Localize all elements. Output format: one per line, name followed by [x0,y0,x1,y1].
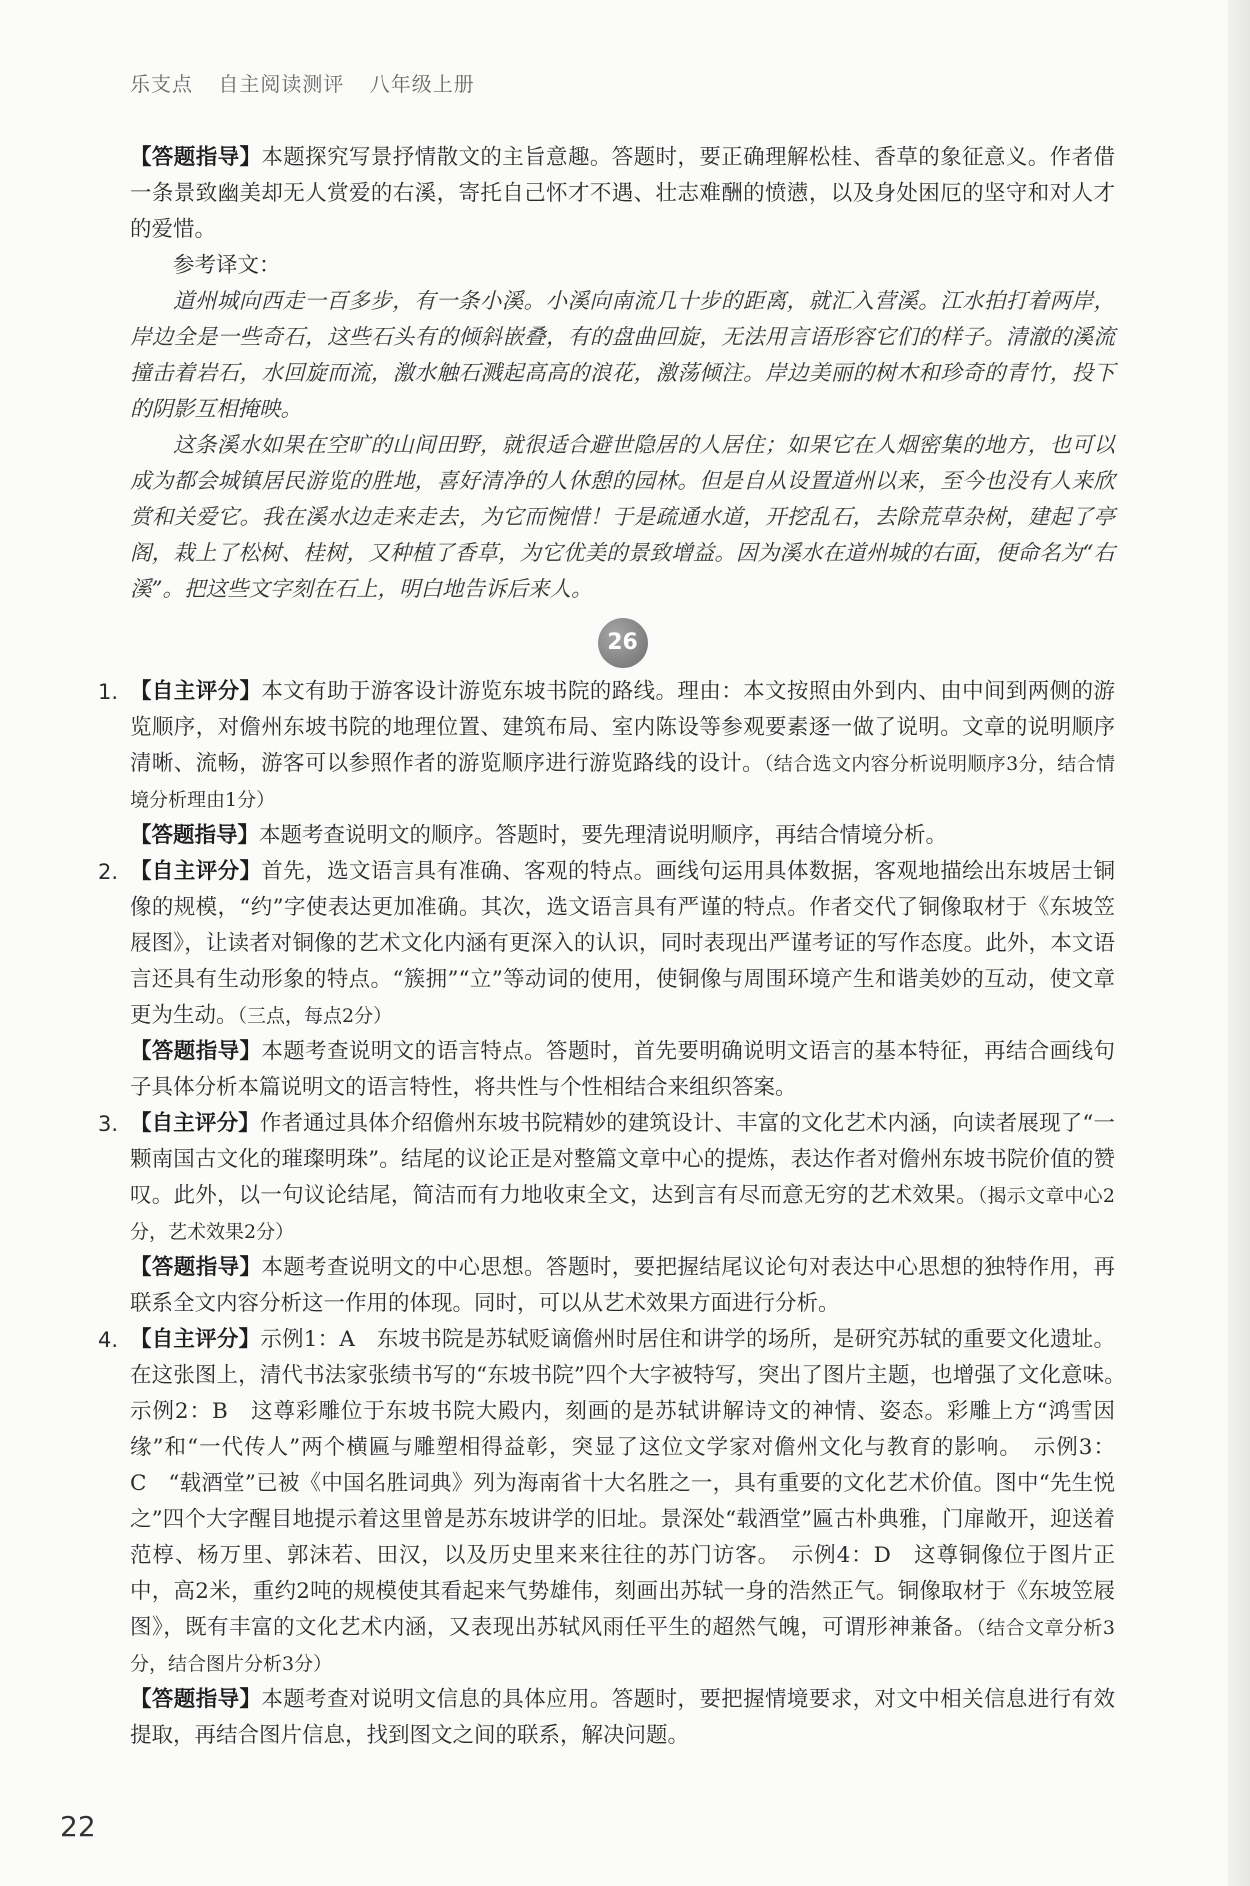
answer-item-4 [98,1322,1137,1754]
running-header [130,68,493,97]
translation-paragraph-1: 道州城向西走一百多步，有一条小溪。小溪向南流几十步的距离，就汇入营溪。江水拍打着两岸，岸边全是一些奇石，这些石头有的倾斜嵌叠，有的盘曲回旋，无法用言语形容它们的样子。清澈的溪流撞击着岩石，水回旋而流，激水触石溅起高高的浪花，激荡倾注。岸边美丽的树木和珍奇的青竹，投下的阴影互相掩映。 [130,289,1115,422]
score-text: 作者通过具体介绍儋州东坡书院精妙的建筑设计、丰富的文化艺术内涵，向读者展现了“一颗南国古文化的璀璨明珠”。结尾的议论正是对整篇文章中心的提炼，表达作者对儋州东坡书院价值的赞叹。此外，以一句议论结尾，简洁而有力地收束全文，达到言有尽而意无穷的艺术效果。 [130,1111,1115,1208]
section-badge: 26 [598,618,648,668]
guide-tag: 【答题指导】 [130,1255,262,1280]
score-note: （结合文章分析3分，结合图片分析3分） [130,1617,1115,1675]
score-text: 示例1：A 东坡书院是苏轼贬谪儋州时居住和讲学的场所，是研究苏轼的重要文化遗址。在这张图上，清代书法家张绩书写的“东坡书院”四个大字被特写，突出了图片主题，也增强了文化意味。 示例2：B 这尊彩雕位于东坡书院大殿内，刻画的是苏轼讲解诗文的神情、姿态。彩雕上方“鸿雪因缘”和“一代传人”两个横匾与雕塑相得益彰，突显了这位文学家对儋州文化与教育的影响。 示例3：C “载酒堂”已被《中国名胜词典》列为海南省十大名胜之一，具有重要的文化艺术价值。图中“先生悦之”四个大字醒目地提示着这里曾是苏东坡讲学的旧址。景深处“载酒堂”匾古朴典雅，门扉敞开，迎送着范椁、杨万里、郭沫若、田汉，以及历史里来来往往的苏门访客。 示例4：D 这尊铜像位于图片正中，高2米，重约2吨的规模使其看起来气势雄伟，刻画出苏轼一身的浩然正气。铜像取材于《东坡笠屐图》，既有丰富的文化艺术内涵，又表现出苏轼风雨任平生的超然气魄，可谓形神兼备。 [130,1327,1137,1640]
header-book: 自主阅读测评 [218,72,345,96]
header-grade: 八年级上册 [369,72,475,96]
guide-tag: 【答题指导】 [130,1687,262,1712]
intro-guide [130,140,1115,248]
guide-tag: 【答题指导】 [130,823,260,848]
guide-tag: 【答题指导】 [130,1039,262,1064]
score-tag: 【自主评分】 [130,1111,260,1136]
score-text: 本文有助于游客设计游览东坡书院的路线。理由：本文按照由外到内、由中间到两侧的游览顺序，对儋州东坡书院的地理位置、建筑布局、室内陈设等参观要素逐一做了说明。文章的说明顺序清晰、流畅，游客可以参照作者的游览顺序进行游览路线的设计。 [130,679,1115,776]
guide-text: 本题考查说明文的中心思想。答题时，要把握结尾议论句对表达中心思想的独特作用，再联系全文内容分析这一作用的体现。同时，可以从艺术效果方面进行分析。 [130,1255,1115,1316]
score-tag: 【自主评分】 [130,859,262,884]
answer-item-1 [98,674,1115,854]
page-number: 22 [60,1810,96,1843]
answer-item-2 [98,854,1115,1106]
item-number: 3. [98,1112,119,1136]
item-guide [130,1682,1115,1754]
score-tag: 【自主评分】 [130,1327,261,1352]
reference-title: 参考译文： [173,253,281,278]
item-guide [130,1250,1115,1322]
item-number: 2. [98,860,119,884]
score-tag: 【自主评分】 [130,679,262,704]
item-score [130,674,1115,818]
guide-text: 本题考查说明文的顺序。答题时，要先理清说明顺序，再结合情境分析。 [259,823,948,848]
item-guide [130,818,1115,854]
section-badge-wrap [130,618,1115,668]
guide-tag: 【答题指导】 [130,145,262,170]
item-score [130,1322,1137,1682]
guide-text: 本题考查说明文的语言特点。答题时，首先要明确说明文语言的基本特征，再结合画线句子具体分析本篇说明文的语言特性，将共性与个性相结合来组织答案。 [130,1039,1115,1100]
item-number: 1. [98,680,119,704]
answer-content [98,140,1137,1754]
score-note: （揭示文章中心2分，艺术效果2分） [130,1185,1115,1243]
translation-paragraph-2: 这条溪水如果在空旷的山间田野，就很适合避世隐居的人居住；如果它在人烟密集的地方，也可以成为都会城镇居民游览的胜地，喜好清净的人休憩的园林。但是自从设置道州以来，至今也没有人来欣赏和关爱它。我在溪水边走来走去，为它而惋惜！于是疏通水道，开挖乱石，去除荒草杂树，建起了亭阁，栽上了松树、桂树，又种植了香草，为它优美的景致增益。因为溪水在道州城的右面，便命名为“右溪”。把这些文字刻在石上，明白地告诉后来人。 [130,433,1115,602]
item-number: 4. [98,1328,119,1352]
page-edge [1228,0,1250,1886]
score-note: （结合选文内容分析说明顺序3分，结合情境分析理由1分） [130,753,1115,811]
item-guide [130,1034,1115,1106]
header-series: 乐支点 [130,72,193,96]
item-score [130,1106,1115,1250]
score-text: 首先，选文语言具有准确、客观的特点。画线句运用具体数据，客观地描绘出东坡居士铜像的规模，“约”字使表达更加准确。其次，选文语言具有严谨的特点。作者交代了铜像取材于《东坡笠屐图》，让读者对铜像的艺术文化内涵有更深入的认识，同时表现出严谨考证的写作态度。此外，本文语言还具有生动形象的特点。“簇拥”“立”等动词的使用，使铜像与周围环境产生和谐美妙的互动，使文章更为生动。 [130,859,1115,1028]
guide-text: 本题探究写景抒情散文的主旨意趣。答题时，要正确理解松桂、香草的象征意义。作者借一条景致幽美却无人赏爱的右溪，寄托自己怀才不遇、壮志难酬的愤懑，以及身处困厄的坚守和对人才的爱惜。 [130,145,1115,242]
guide-text: 本题考查对说明文信息的具体应用。答题时，要把握情境要求，对文中相关信息进行有效提取，再结合图片信息，找到图文之间的联系，解决问题。 [130,1687,1115,1748]
item-score [130,854,1115,1034]
answer-item-3 [98,1106,1115,1322]
score-note: （三点，每点2分） [237,1005,393,1027]
